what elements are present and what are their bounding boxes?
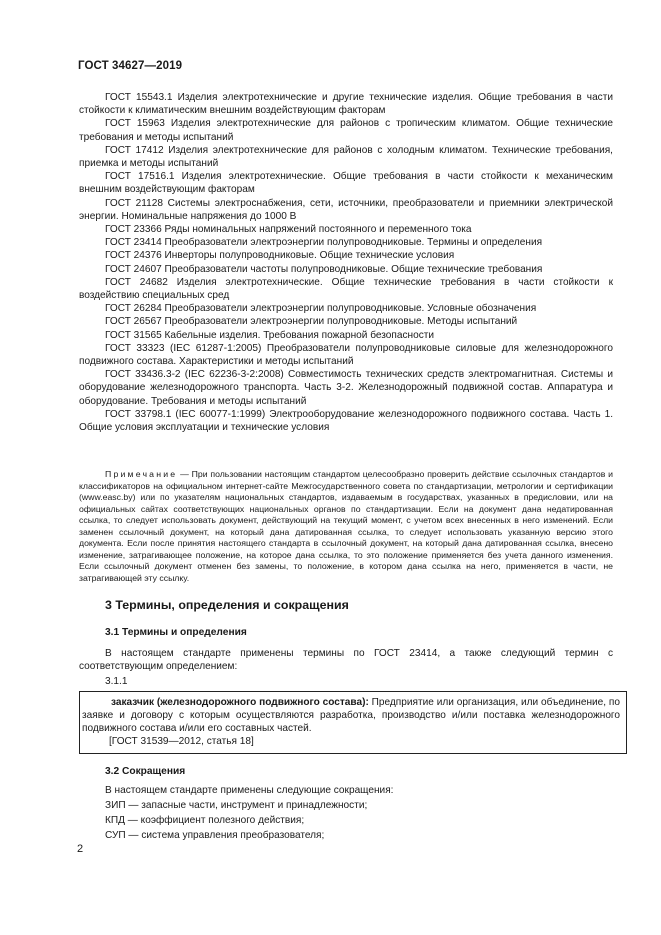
normative-references-list [79, 91, 613, 434]
term-name: заказчик (железнодорожного подвижного состава): [111, 697, 369, 708]
reference-item: ГОСТ 26567 Преобразователи электроэнергии полупроводниковые. Методы испытаний [105, 316, 518, 328]
term-number: 3.1.1 [105, 676, 128, 687]
reference-item: ГОСТ 33436.3-2 (IEC 62236-3-2:2008) Совместимость технических средств электромагнитная. Системы и оборудование железнодорожного транспорта. Часть 3-2. Железнодорожный подвижной состав. Аппаратура и оборудование. Требования и методы испытаний [79, 369, 613, 407]
reference-item: ГОСТ 15963 Изделия электротехнические для районов с тропическим климатом. Общие технические требования и методы испытаний [79, 118, 613, 143]
abbreviation-item: СУП — система управления преобразователя; [105, 830, 325, 841]
abbreviations-intro: В настоящем стандарте применены следующие сокращения: [105, 785, 394, 796]
subsection-3-2-title: 3.2 Сокращения [105, 766, 186, 777]
reference-item: ГОСТ 31565 Кабельные изделия. Требования пожарной безопасности [105, 329, 435, 341]
note-label: Примечание [105, 469, 178, 479]
reference-item: ГОСТ 24607 Преобразователи частоты полупроводниковые. Общие технические требования [105, 263, 543, 275]
reference-item: ГОСТ 26284 Преобразователи электроэнергии полупроводниковые. Условные обозначения [105, 303, 537, 315]
reference-item: ГОСТ 24376 Инверторы полупроводниковые. Общие технические условия [105, 250, 455, 262]
page-number: 2 [77, 843, 84, 855]
term-definition [82, 696, 620, 736]
subsection-3-1-title: 3.1 Термины и определения [105, 627, 247, 638]
terms-intro: В настоящем стандарте применены термины по ГОСТ 23414, а также следующий термин с соответствующим определением: [79, 648, 613, 673]
references-note [79, 469, 613, 584]
abbreviation-item: ЗИП — запасные части, инструмент и принадлежности; [105, 800, 368, 811]
abbreviation-item: КПД — коэффициент полезного действия; [105, 815, 305, 826]
section-3-title: 3 Термины, определения и сокращения [105, 598, 349, 612]
reference-item: ГОСТ 23414 Преобразователи электроэнергии полупроводниковые. Термины и определения [105, 237, 543, 249]
reference-item: ГОСТ 15543.1 Изделия электротехнические и другие технические изделия. Общие требования в части стойкости к климатическим внешним воздействующим факторам [79, 92, 613, 117]
term-source: [ГОСТ 31539—2012, статья 18] [109, 736, 254, 747]
note-text: — При пользовании настоящим стандартом целесообразно проверить действие ссылочных стандартов и классификаторов на официальном интернет-сайте Межгосударственного совета по стандартизации, метрологии и сертификации (www.easc.by) или по указателям национальных стандартов, издаваемым в государствах, указанных в предисловии, или на официальных сайтах соответствующих национальных органов по стандартизации. Если на документ дана недатированная ссылка, то следует использовать документ, действующий на текущий момент, с учетом всех внесенных в него изменений. Если заменен ссылочный документ, на который дана датированная ссылка, то следует использовать указанную версию этого документа. Если после принятия настоящего стандарта в ссылочный документ, на который дана датированная ссылка, внесено изменение, затрагивающее положение, на которое дана ссылка, то это положение применяется без учета данного изменения. Если ссылочный документ отменен без замены, то положение, в котором дана ссылка на него, применяется в части, не затрагивающей эту ссылку. [79, 469, 613, 583]
reference-item: ГОСТ 17412 Изделия электротехнические для районов с холодным климатом. Технические требования, приемка и методы испытаний [79, 144, 613, 170]
reference-item: ГОСТ 21128 Системы электроснабжения, сети, источники, преобразователи и приемники электрической энергии. Номинальные напряжения до 1000 В [79, 197, 613, 222]
term-definition-text: Предприятие или организация, или объединение, по заявке и договору с которым осуществляются разработка, производство и/или поставка железнодорожного подвижного состава и/или его составных частей. [82, 697, 620, 735]
abbreviations-list [105, 783, 393, 843]
reference-item: ГОСТ 33798.1 (IEC 60077-1:1999) Электрооборудование железнодорожного подвижного состава. Часть 1. Общие условия эксплуатации и технические условия [79, 408, 613, 434]
reference-item: ГОСТ 17516.1 Изделия электротехнические. Общие требования в части стойкости к механическим внешним воздействующим факторам [79, 171, 613, 196]
reference-item: ГОСТ 24682 Изделия электротехнические. Общие технические требования в части стойкости к воздействию специальных сред [79, 276, 613, 302]
reference-item: ГОСТ 33323 (IEC 61287-1:2005) Преобразователи полупроводниковые силовые для железнодорожного подвижного состава. Характеристики и методы испытаний [79, 342, 613, 368]
reference-item: ГОСТ 23366 Ряды номинальных напряжений постоянного и переменного тока [105, 224, 472, 236]
page-header: ГОСТ 34627—2019 [78, 60, 183, 72]
